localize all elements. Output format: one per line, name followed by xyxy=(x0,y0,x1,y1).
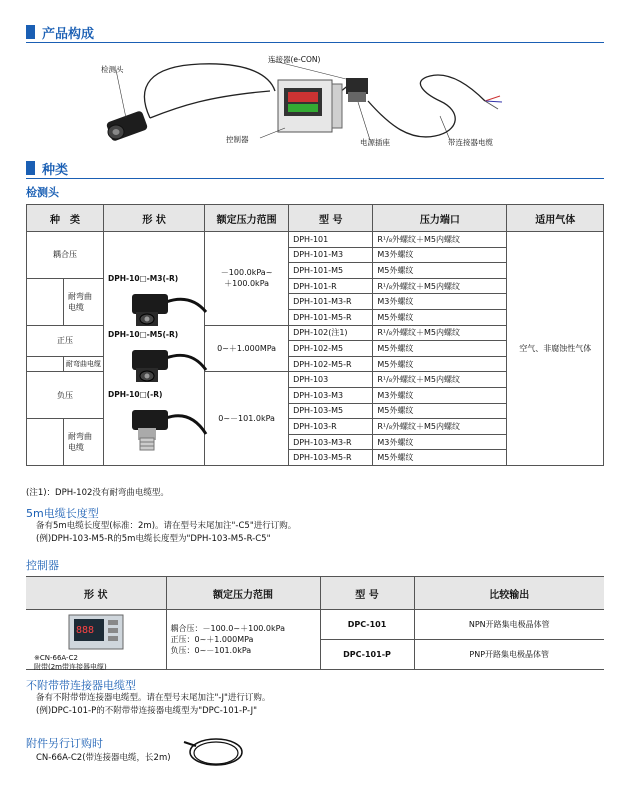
col-header: 形 状 xyxy=(104,205,205,232)
kind-indent xyxy=(27,419,64,466)
model-cell: DPH-101-M3 xyxy=(289,247,373,263)
model-cell: DPH-101-M5 xyxy=(289,263,373,279)
model-cell: DPC-101 xyxy=(320,610,414,640)
port-cell: R¹/₈外螺纹＋M5内螺纹 xyxy=(373,278,507,294)
controller-image-caption: ※CN-66A-C2 附带(2m带连接器电缆) xyxy=(34,654,107,671)
model-cell: DPH-101 xyxy=(289,232,373,248)
label-controller: 控制器 xyxy=(226,135,249,144)
col-header: 适用气体 xyxy=(507,205,604,232)
port-cell: M3外螺纹 xyxy=(373,387,507,403)
range-coupled: －100.0kPa~ ＋100.0kPa xyxy=(205,232,289,326)
kind-positive: 正压 xyxy=(27,325,104,356)
accessory-title: 附件另行订购时 xyxy=(26,737,103,750)
port-cell: M5外螺纹 xyxy=(373,450,507,466)
range-positive: 0~＋1.000MPa xyxy=(205,325,289,372)
model-cell: DPH-103-M5 xyxy=(289,403,373,419)
port-cell: M3外螺纹 xyxy=(373,247,507,263)
label-connector: 连接器(e-CON) xyxy=(268,55,321,64)
model-cell: DPH-102-M5-R xyxy=(289,356,373,372)
port-cell: R¹/₈外螺纹＋M5内螺纹 xyxy=(373,325,507,341)
table-header-row xyxy=(26,577,604,610)
section-config-title: 产品构成 xyxy=(42,27,95,42)
table-header-row xyxy=(27,205,604,232)
model-cell: DPH-103-M5-R xyxy=(289,450,373,466)
controller-image-cell xyxy=(26,610,166,670)
col-header: 形 状 xyxy=(26,577,166,610)
kind-indent xyxy=(27,278,64,325)
detector-footnote: (注1)：DPH-102没有耐弯曲电缆型。 xyxy=(26,488,169,498)
section-types-title: 种类 xyxy=(42,163,69,178)
cable-coil-icon xyxy=(176,732,246,772)
sensor-m3-icon xyxy=(118,282,208,330)
model-cell: DPH-101-M3-R xyxy=(289,294,373,310)
col-header: 比较输出 xyxy=(414,577,604,610)
sensor-r-icon xyxy=(118,398,208,458)
port-cell: R¹/₈外螺纹＋M5内螺纹 xyxy=(373,232,507,248)
shape-label: DPH-10□(-R) xyxy=(108,390,163,399)
section-types-header xyxy=(26,158,604,179)
cable5m-line1: 备有5m电缆长度型(标准：2m)。请在型号末尾加注"-C5"进行订购。 xyxy=(36,521,297,531)
shape-label: DPH-10□-M5(-R) xyxy=(108,330,179,339)
nocable-line2: (例)DPC-101-P的不附带带连接器电缆型为"DPC-101-P-J" xyxy=(36,706,257,716)
range-negative: 0~－101.0kPa xyxy=(205,372,289,466)
controller-unit-icon xyxy=(278,80,342,132)
controller-subtitle: 控制器 xyxy=(26,559,59,572)
output-cell: NPN开路集电极晶体管 xyxy=(414,610,604,640)
section-marker xyxy=(26,25,35,39)
port-cell: R¹/₈外螺纹＋M5内螺纹 xyxy=(373,372,507,388)
connector-icon xyxy=(346,78,368,102)
section-config-header xyxy=(26,22,604,43)
kind-coupled: 耦合压 xyxy=(27,232,104,279)
shape-label: DPH-10□-M3(-R) xyxy=(108,274,179,283)
port-cell: M5外螺纹 xyxy=(373,309,507,325)
model-cell: DPH-102(注1) xyxy=(289,325,373,341)
model-cell: DPH-103-M3-R xyxy=(289,434,373,450)
controller-photo-icon xyxy=(68,614,124,650)
shape-cell xyxy=(104,232,205,466)
gas-cell: 空气、非腐蚀性气体 xyxy=(507,232,604,466)
cable-end-icon xyxy=(485,96,502,109)
accessory-line: CN-66A-C2(带连接器电缆，长2m) xyxy=(36,753,171,763)
port-cell: M5外螺纹 xyxy=(373,403,507,419)
kind-bend-1: 耐弯曲 电缆 xyxy=(64,278,104,325)
nocable-line1: 备有不附带带连接器电缆型。请在型号末尾加注"-J"进行订购。 xyxy=(36,693,271,703)
label-power-socket: 电源插座 xyxy=(360,138,390,147)
controller-table xyxy=(26,576,604,670)
display-digits: 888 xyxy=(76,625,95,636)
label-detector: 检测头 xyxy=(101,65,124,74)
port-cell: M3外螺纹 xyxy=(373,294,507,310)
model-cell: DPH-101-M5-R xyxy=(289,309,373,325)
model-cell: DPH-101-R xyxy=(289,278,373,294)
model-cell: DPH-103 xyxy=(289,372,373,388)
col-header: 额定压力范围 xyxy=(166,577,320,610)
model-cell: DPH-103-R xyxy=(289,419,373,435)
port-cell: R¹/₈外螺纹＋M5内螺纹 xyxy=(373,419,507,435)
detector-subtitle: 检测头 xyxy=(26,186,59,199)
col-header: 型 号 xyxy=(320,577,414,610)
label-cable: 带连接器电缆 xyxy=(448,138,493,147)
controller-range: 耦合压：－100.0~＋100.0kPa 正压：0~＋1.000MPa 负压：0~－101.0kPa xyxy=(166,610,320,670)
port-cell: M3外螺纹 xyxy=(373,434,507,450)
sensor-m5-icon xyxy=(118,338,208,388)
detector-head-icon xyxy=(106,110,149,142)
nocable-title: 不附带带连接器电缆型 xyxy=(26,679,136,692)
cable5m-line2: (例)DPH-103-M5-R的5m电缆长度型为"DPH-103-M5-R-C5" xyxy=(36,534,271,544)
port-cell: M5外螺纹 xyxy=(373,341,507,357)
section-marker xyxy=(26,161,35,175)
port-cell: M5外螺纹 xyxy=(373,356,507,372)
col-header: 种 类 xyxy=(27,205,104,232)
output-cell: PNP开路集电极晶体管 xyxy=(414,640,604,670)
port-cell: M5外螺纹 xyxy=(373,263,507,279)
kind-bend-2: 耐弯曲电缆 xyxy=(64,356,104,372)
col-header: 额定压力范围 xyxy=(205,205,289,232)
cable5m-title: 5m电缆长度型 xyxy=(26,507,99,520)
model-cell: DPH-103-M3 xyxy=(289,387,373,403)
detector-table xyxy=(26,204,604,466)
model-cell: DPC-101-P xyxy=(320,640,414,670)
kind-indent xyxy=(27,356,64,372)
kind-bend-3: 耐弯曲 电缆 xyxy=(64,419,104,466)
col-header: 型 号 xyxy=(289,205,373,232)
col-header: 压力端口 xyxy=(373,205,507,232)
model-cell: DPH-102-M5 xyxy=(289,341,373,357)
kind-negative: 负压 xyxy=(27,372,104,419)
